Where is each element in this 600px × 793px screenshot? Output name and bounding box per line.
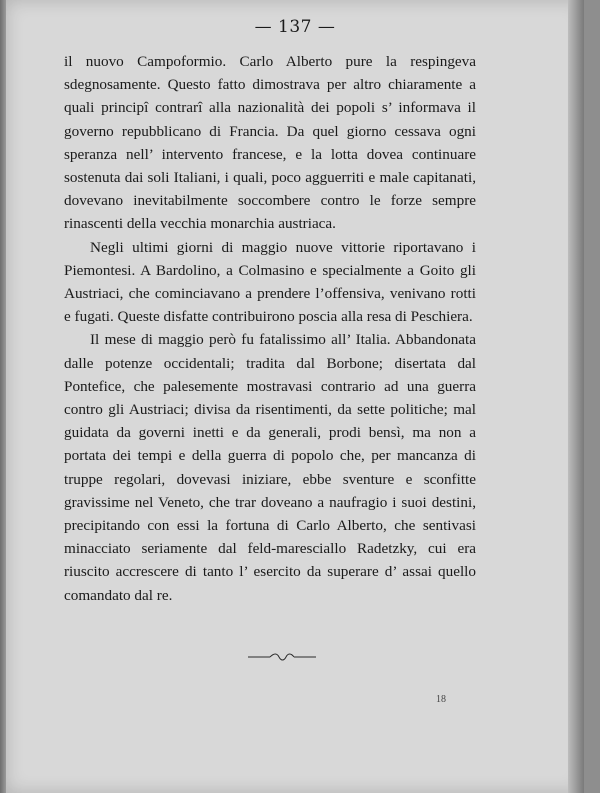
paragraph-3: Il mese di maggio però fu fatalissimo all’ Italia. Abbandonata dalle potenze occidentali; tradita dal Borbone; disertata dal Pontefice, che palesemente mostravasi contrario ad una guerra contro gli Austriaci; divisa da risentimenti, da sette politiche; mal guidata da governi inetti e da generali, prodi bensì, ma non a portata dei tempi e della guerra di popolo che, per mancanza di truppe regolari, dovevasi iniziare, ebbe sventure e sconfitte gravissime nel Veneto, che trar doveano a naufragio i suoi destini, precipitando con essi la fortuna di Carlo Alberto, che sentivasi minacciato seriamente dal feld-maresciallo Radetzky, cui era riuscito accrescere di tanto l’ esercito da superare d’ assai quello comandato dal re.: [64, 331, 476, 604]
ornament-divider: [246, 651, 318, 663]
page-number: — 137 —: [254, 17, 336, 37]
page-edge-right: [568, 0, 584, 793]
body-text: [64, 50, 476, 607]
paragraph-2: Negli ultimi giorni di maggio nuove vittorie riportavano i Piemontesi. A Bardolino, a Colmasino e specialmente a Goito gli Austriaci, che cominciavano a prendere l’offensiva, venivano rotti e fugati. Queste disfatte contribuirono poscia alla resa di Peschiera.: [64, 238, 476, 326]
signature-mark: 18: [436, 694, 446, 705]
book-page: [6, 0, 584, 793]
paragraph-1: il nuovo Campoformio. Carlo Alberto pure la respingeva sdegnosamente. Questo fatto dimostrava per altro chiaramente a quali principî contrarî alla nazionalità dei popoli s’ informava il governo repubblicano di Francia. Da quel giorno cessava ogni speranza nell’ intervento francese, e la lotta dovea continuare sostenuta dai soli Italiani, i quali, poco agguerriti e male capitanati, dovevano inevitabilmente soccombere contro le forze sempre rinascenti della vecchia monarchia austriaca.: [64, 53, 476, 233]
